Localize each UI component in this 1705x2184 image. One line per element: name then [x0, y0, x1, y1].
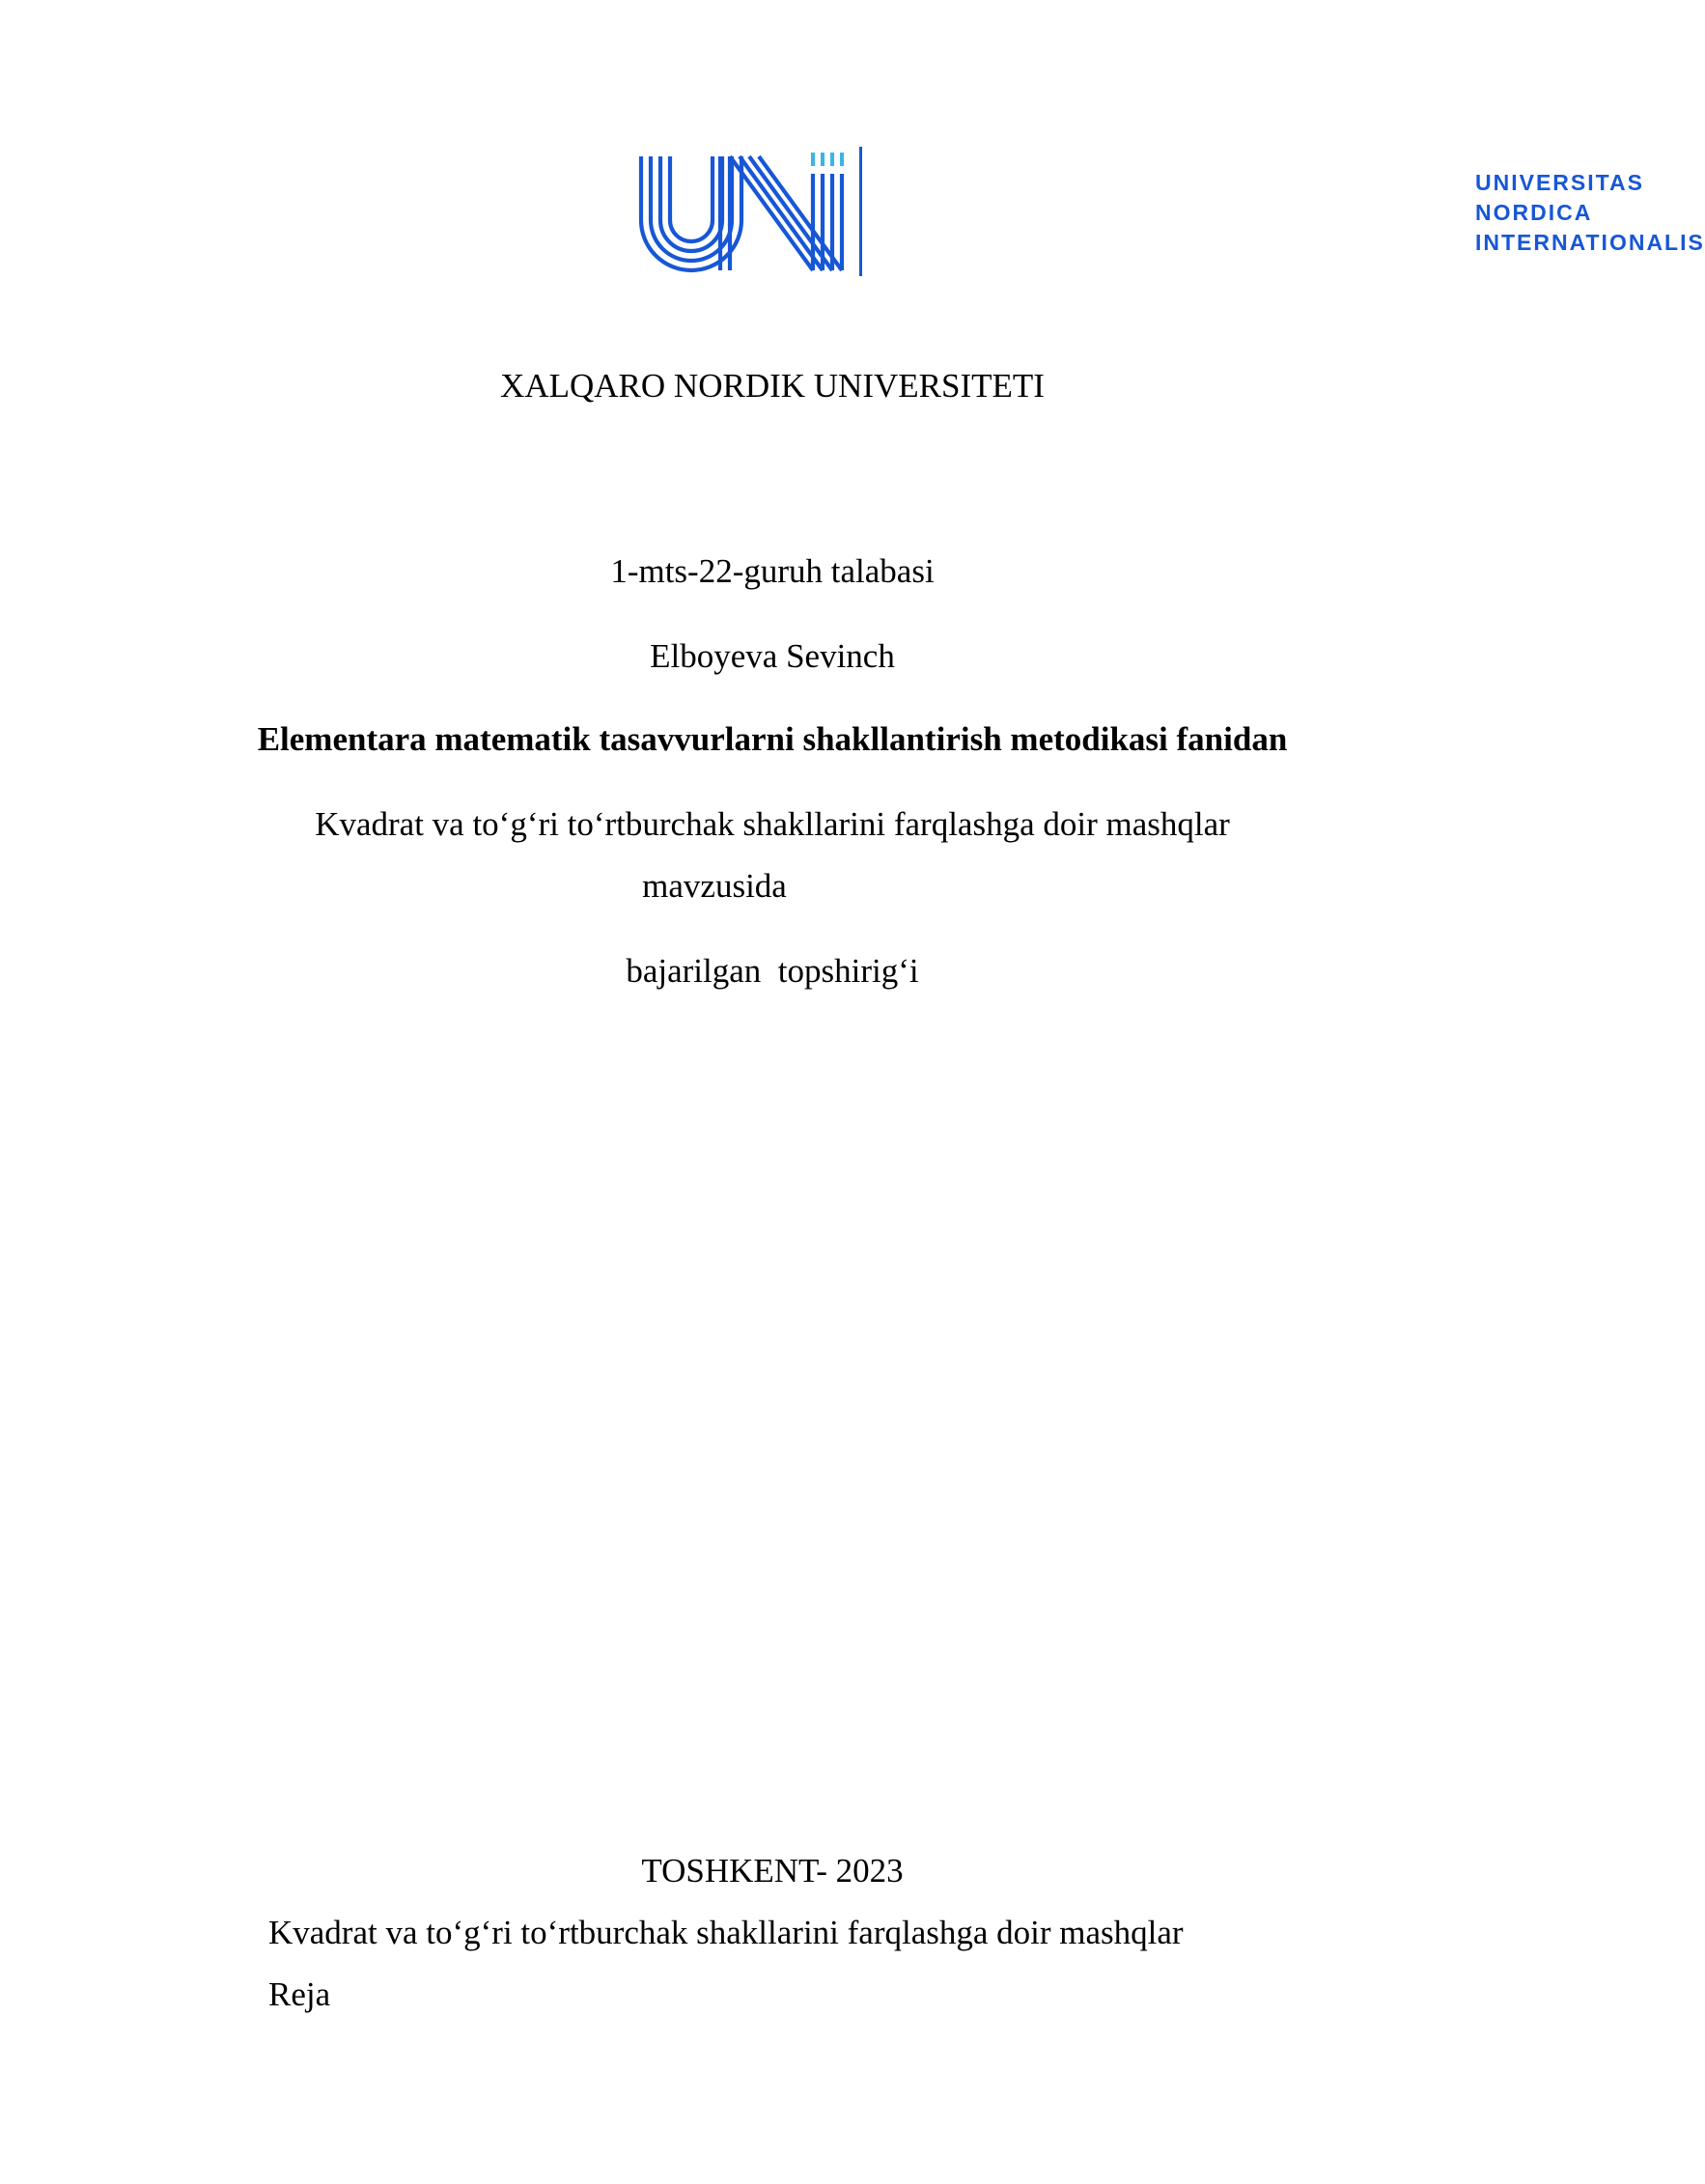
- logo-line-nordica: NORDICA: [1475, 200, 1593, 225]
- assignment-label: bajarilgan topshirig‘i: [626, 952, 919, 990]
- topic-line-1: Kvadrat va to‘g‘ri to‘rtburchak shakllarini farqlashga doir mashqlar: [315, 805, 1230, 843]
- logo-line-universitas: UNIVERSITAS: [1475, 170, 1644, 195]
- student-group: 1-mts-22-guruh talabasi: [610, 552, 935, 590]
- uni-logo-mark-icon: [637, 145, 869, 280]
- plan-heading: Reja: [268, 1975, 331, 2013]
- subject-title: Elementara matematik tasavvurlarni shakllantirish metodikasi fanidan: [257, 720, 1288, 758]
- logo-line-internationalis: INTERNATIONALIS: [1475, 230, 1705, 255]
- logo-wordmark: [1475, 168, 1705, 258]
- city-year: TOSHKENT- 2023: [641, 1852, 904, 1890]
- university-logo: [637, 145, 1705, 280]
- topic-line-2: mavzusida: [642, 867, 787, 905]
- university-name: XALQARO NORDIK UNIVERSITETI: [500, 367, 1045, 405]
- body-title: Kvadrat va to‘g‘ri to‘rtburchak shakllarini farqlashga doir mashqlar: [268, 1914, 1184, 1951]
- student-name: Elboyeva Sevinch: [650, 637, 895, 675]
